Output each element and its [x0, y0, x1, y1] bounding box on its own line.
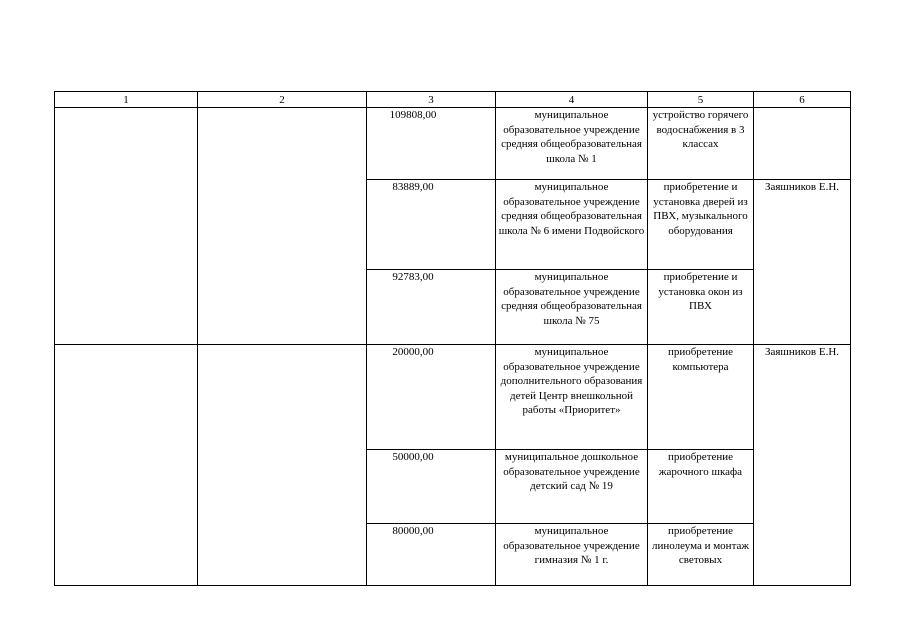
amount-cell: 92783,00 — [367, 270, 496, 345]
purpose-cell: устройство горячего водоснабжения в 3 классах — [648, 108, 754, 180]
institution-cell: муниципальное образовательное учреждение гимназия № 1 г. — [496, 524, 648, 586]
institution-cell: муниципальное образовательное учреждение средняя общеобразовательная школа № 1 — [496, 108, 648, 180]
amount-cell: 83889,00 — [367, 180, 496, 270]
institution-cell: муниципальное образовательное учреждение средняя общеобразовательная школа № 75 — [496, 270, 648, 345]
header-cell: 3 — [367, 92, 496, 108]
purpose-cell: приобретение компьютера — [648, 345, 754, 450]
empty-cell — [55, 345, 198, 586]
amount-cell: 50000,00 — [367, 450, 496, 524]
header-cell: 4 — [496, 92, 648, 108]
page-cutoff — [0, 588, 905, 640]
empty-cell — [55, 108, 198, 345]
purpose-cell: приобретение линолеума и монтаж световых — [648, 524, 754, 586]
amount-cell: 20000,00 — [367, 345, 496, 450]
empty-cell — [198, 108, 367, 345]
amount-cell: 80000,00 — [367, 524, 496, 586]
empty-cell — [198, 345, 367, 586]
purpose-cell: приобретение и установка дверей из ПВХ, музыкального оборудования — [648, 180, 754, 270]
amount-cell: 109808,00 — [367, 108, 496, 180]
table-row — [55, 345, 851, 450]
responsible-cell: Заяшников Е.Н. — [754, 180, 851, 345]
table-row — [55, 108, 851, 180]
allocation-table — [54, 91, 851, 586]
institution-cell: муниципальное образовательное учреждение дополнительного образования детей Центр внешкольной работы «Приоритет» — [496, 345, 648, 450]
institution-cell: муниципальное дошкольное образовательное учреждение детский сад № 19 — [496, 450, 648, 524]
table-header-row — [55, 92, 851, 108]
header-cell: 2 — [198, 92, 367, 108]
header-cell: 1 — [55, 92, 198, 108]
responsible-cell: Заяшников Е.Н. — [754, 345, 851, 586]
institution-cell: муниципальное образовательное учреждение средняя общеобразовательная школа № 6 имени Подвойского — [496, 180, 648, 270]
header-cell: 5 — [648, 92, 754, 108]
empty-cell — [754, 108, 851, 180]
purpose-cell: приобретение и установка окон из ПВХ — [648, 270, 754, 345]
purpose-cell: приобретение жарочного шкафа — [648, 450, 754, 524]
header-cell: 6 — [754, 92, 851, 108]
